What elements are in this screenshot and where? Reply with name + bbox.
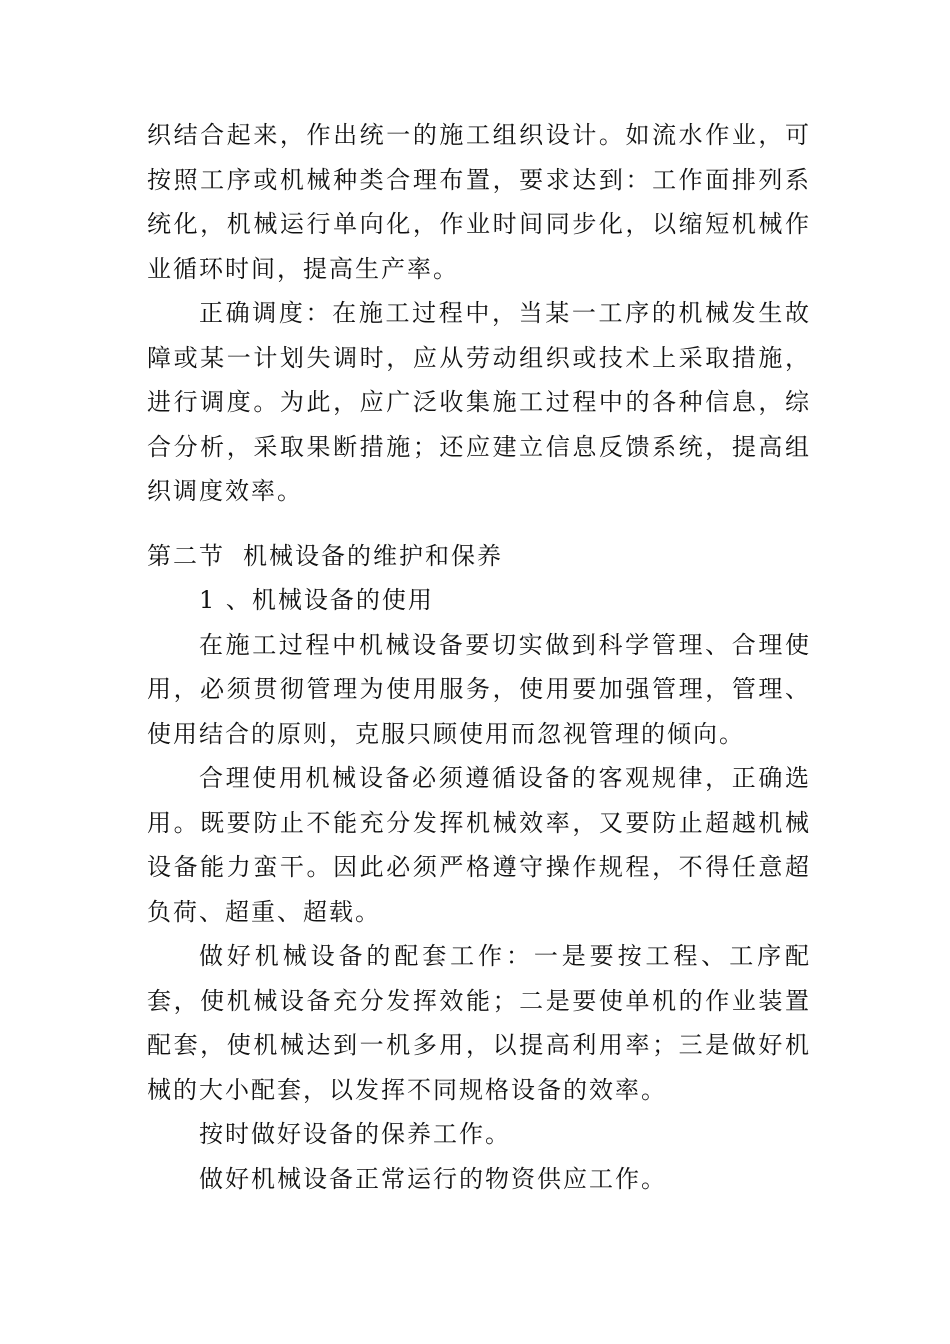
paragraph-continuation: 织结合起来，作出统一的施工组织设计。如流水作业，可按照工序或机械种类合理布置，要求达到：工作面排列系统化，机械运行单向化，作业时间同步化，以缩短机械作业循环时间，提高生产率。: [147, 121, 811, 283]
paragraph-management: 在施工过程中机械设备要切实做到科学管理、合理使用，必须贯彻管理为使用服务，使用要加强管理，管理、使用结合的原则，克服只顾使用而忽视管理的倾向。: [147, 630, 811, 748]
document-body: [147, 113, 811, 1201]
section-title: 机械设备的维护和保养: [243, 541, 503, 570]
paragraph-proper-use: 合理使用机械设备必须遵循设备的客观规律，正确选用。既要防止不能充分发挥机械效率，又要防止超越机械设备能力蛮干。因此必须严格遵守操作规程，不得任意超负荷、超重、超载。: [147, 764, 811, 926]
paragraph-maintenance: 按时做好设备的保养工作。: [199, 1120, 511, 1148]
paragraph-scheduling: 正确调度：在施工过程中，当某一工序的机械发生故障或某一计划失调时，应从劳动组织或技术上采取措施，进行调度。为此，应广泛收集施工过程中的各种信息，综合分析，采取果断措施；还应建立信息反馈系统，提高组织调度效率。: [147, 299, 811, 505]
subsection-item: 1 、机械设备的使用: [199, 586, 434, 614]
section-heading: [147, 534, 811, 579]
section-number: 第二节: [147, 541, 225, 570]
paragraph-matching: 做好机械设备的配套工作：一是要按工程、工序配套，使机械设备充分发挥效能；二是要使单机的作业装置配套，使机械达到一机多用，以提高利用率；三是做好机械的大小配套，以发挥不同规格设备的效率。: [147, 942, 811, 1104]
paragraph-supply: 做好机械设备正常运行的物资供应工作。: [199, 1164, 667, 1193]
